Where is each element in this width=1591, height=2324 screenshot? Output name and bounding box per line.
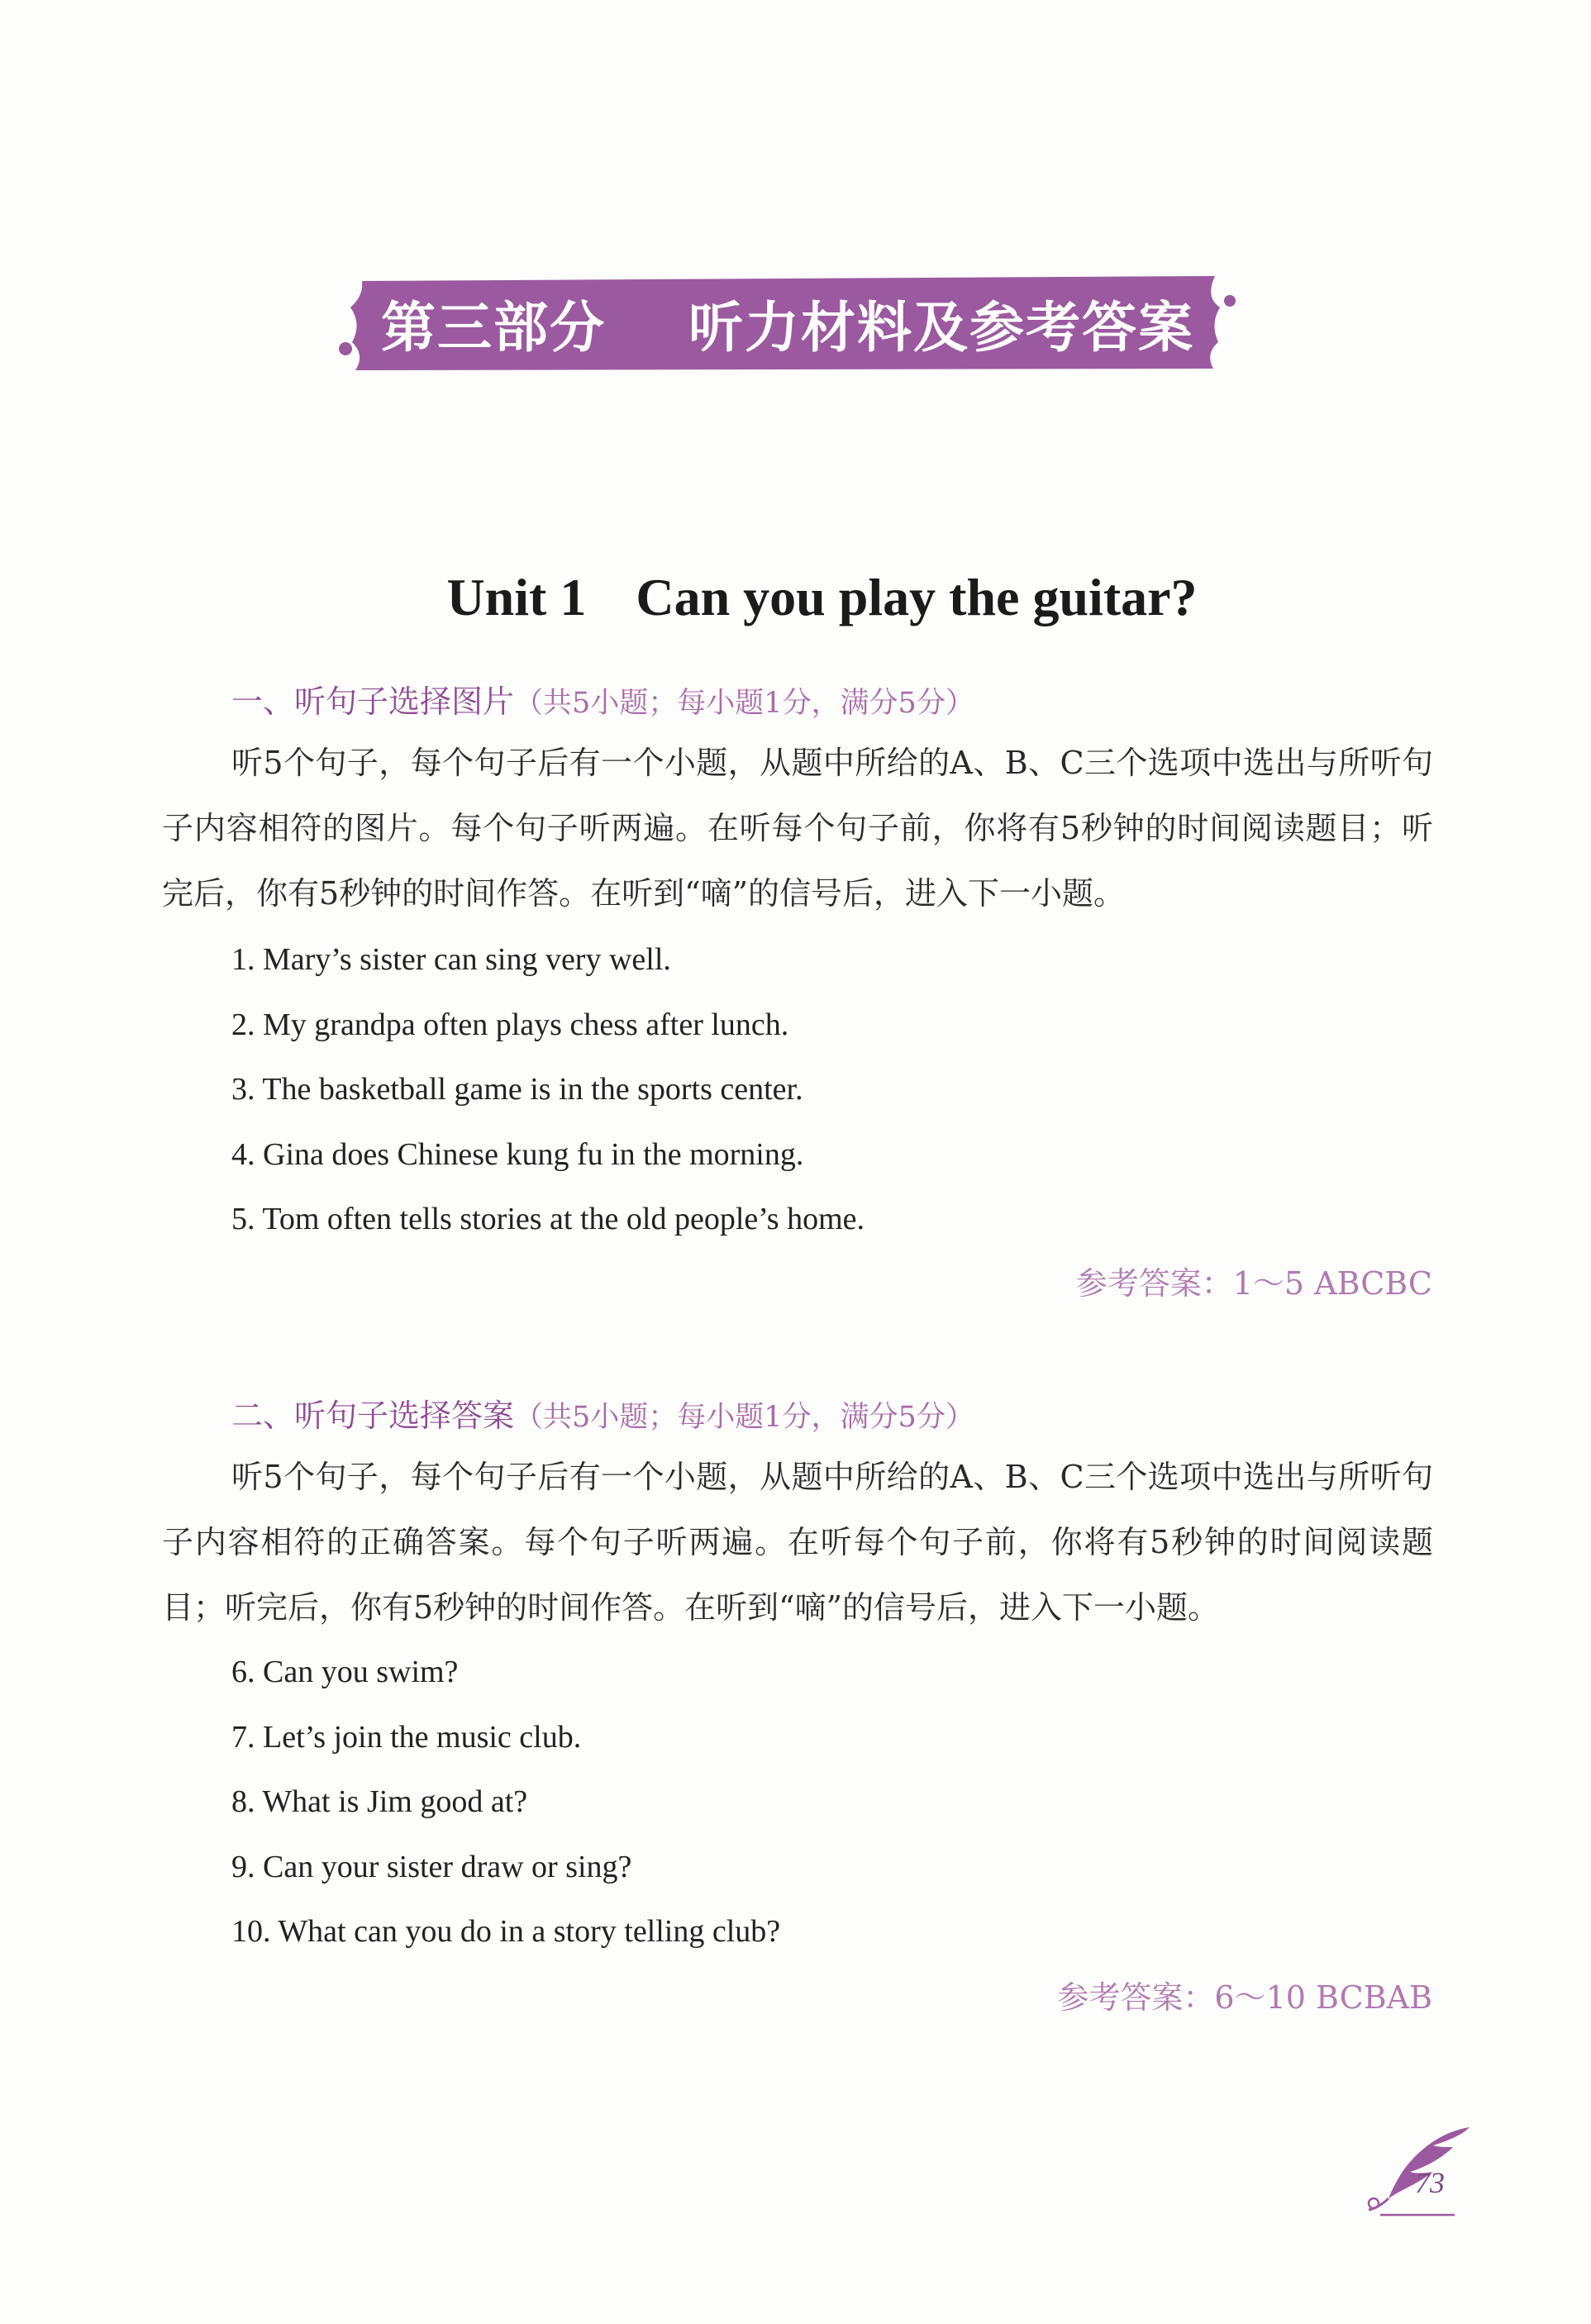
section-1-sentences: [231, 927, 865, 1252]
unit-title: [0, 506, 1591, 689]
list-item: 1. Mary’s sister can sing very well.: [231, 942, 671, 977]
list-item: 4. Gina does Chinese kung fu in the morning.: [231, 1136, 804, 1172]
list-item: 8. What is Jim good at?: [231, 1784, 528, 1819]
section-2-answer: 参考答案：6～10 BCBAB: [1057, 1979, 1432, 2016]
page-number-text: 73: [1415, 2166, 1445, 2199]
list-item: 7. Let’s join the music club.: [231, 1719, 582, 1755]
section-1-answer: 参考答案：1～5 ABCBC: [1075, 1265, 1432, 1302]
part-banner: [337, 273, 1238, 372]
banner-title: 听力材料及参考答案: [688, 295, 1194, 360]
list-item: 3. The basketball game is in the sports center.: [231, 1072, 803, 1107]
list-item: 5. Tom often tells stories at the old people’s home.: [231, 1202, 865, 1236]
list-item: 6. Can you swim?: [231, 1655, 459, 1689]
section-heading-score: （共5小题；每小题1分，满分5分）: [514, 687, 974, 720]
banner-part: 第三部分: [381, 295, 607, 360]
section-1-instruction: 听5个句子，每个句子后有一个小题，从题中所给的A、B、C三个选项中选出与所听句子内容相符的图片。每个句子听两遍。在听每个句子前，你将有5秒钟的时间阅读题目；听完后，你有5秒钟的时间作答。在听到“嘀”的信号后，进入下一小题。: [162, 745, 1433, 912]
unit-heading: Can you play the guitar?: [636, 568, 1198, 626]
unit-label: Unit 1: [446, 568, 587, 626]
page-number: [1364, 2122, 1479, 2222]
section-2-sentences: [231, 1640, 780, 1964]
section-2-heading: [231, 1390, 974, 1436]
section-heading-text: 二、听句子选择答案: [231, 1398, 515, 1434]
section-2-instruction: 听5个句子，每个句子后有一个小题，从题中所给的A、B、C三个选项中选出与所听句子内容相符的正确答案。每个句子听两遍。在听每个句子前，你将有5秒钟的时间阅读题目；听完后，你有5秒钟的时间作答。在听到“嘀”的信号后，进入下一小题。: [162, 1459, 1433, 1626]
list-item: 9. Can your sister draw or sing?: [231, 1849, 632, 1884]
section-heading-score: （共5小题；每小题1分，满分5分）: [514, 1401, 974, 1434]
list-item: 10. What can you do in a story telling club?: [231, 1914, 781, 1949]
section-1-heading: [231, 676, 974, 721]
section-heading-text: 一、听句子选择图片: [231, 683, 515, 720]
list-item: 2. My grandpa often plays chess after lunch.: [231, 1007, 789, 1042]
